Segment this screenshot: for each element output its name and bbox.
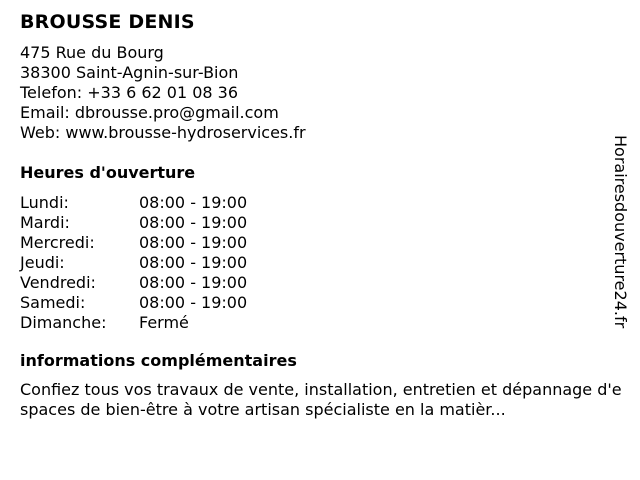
hours-row-friday <box>20 273 625 293</box>
day-label: Mardi: <box>20 213 70 232</box>
business-name: BROUSSE DENIS <box>20 11 195 33</box>
city-postal: 38300 Saint-Agnin-sur-Bion <box>20 63 239 82</box>
hours-row-monday <box>20 193 625 213</box>
brand-text: Horairesdouverture24.fr <box>611 135 630 329</box>
hours-row-tuesday <box>20 213 625 233</box>
web-line: Web: www.brousse-hydroservices.fr <box>20 123 306 142</box>
day-label: Jeudi: <box>20 253 65 272</box>
day-label: Vendredi: <box>20 273 96 292</box>
hours-heading: Heures d'ouverture <box>20 163 196 182</box>
hours-row-wednesday <box>20 233 625 253</box>
info-heading: informations complémentaires <box>20 351 297 370</box>
phone-line: Telefon: +33 6 62 01 08 36 <box>20 83 239 102</box>
hours-table <box>20 193 625 333</box>
email-line: Email: dbrousse.pro@gmail.com <box>20 103 279 122</box>
hours-row-saturday <box>20 293 625 313</box>
hours-row-sunday <box>20 313 625 333</box>
hours-row-thursday <box>20 253 625 273</box>
time-value: 08:00 - 19:00 <box>139 273 248 292</box>
time-value: 08:00 - 19:00 <box>139 253 248 272</box>
time-value: 08:00 - 19:00 <box>139 213 248 232</box>
day-label: Samedi: <box>20 293 86 312</box>
time-value: 08:00 - 19:00 <box>139 233 248 252</box>
business-card <box>20 10 625 420</box>
brand-watermark <box>609 135 633 345</box>
info-description: Confiez tous vos travaux de vente, installation, entretien et dépannage d'espaces de bien-être à votre artisan spécialiste en la matièr... <box>20 380 622 419</box>
day-label: Mercredi: <box>20 233 95 252</box>
time-value: 08:00 - 19:00 <box>139 293 248 312</box>
time-value: Fermé <box>139 313 189 332</box>
street-address: 475 Rue du Bourg <box>20 43 164 62</box>
time-value: 08:00 - 19:00 <box>139 193 248 212</box>
day-label: Dimanche: <box>20 313 107 332</box>
day-label: Lundi: <box>20 193 69 212</box>
address-block <box>20 43 625 143</box>
